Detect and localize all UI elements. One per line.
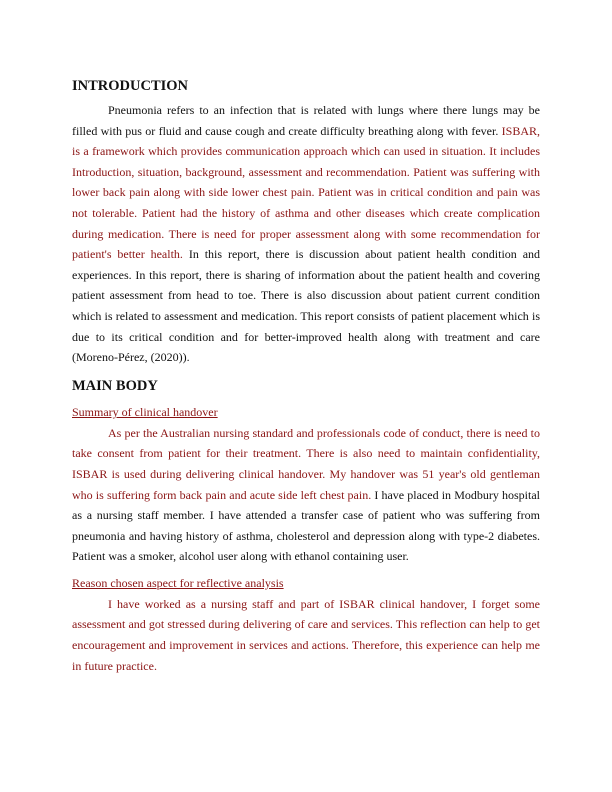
introduction-paragraph	[72, 100, 540, 368]
summary-text-red: As per the Australian nursing standard and professionals code of conduct, there is need to take consent from patient for their treatment. There is also need to maintain confidentiality, ISBAR is used during delivering clinical handover. My handover was 51 year's old gentleman who is suffering form back pain and acute side left chest pain.	[72, 425, 540, 502]
summary-subheading: Summary of clinical handover	[72, 404, 218, 419]
document-page	[72, 76, 540, 676]
intro-text-red: ISBAR, is a framework which provides communication approach which can used in situation. It includes Introduction, situation, background, assessment and recommendation. Patient was suffering with lower back pain along with side lower chest pain. Patient was in critical condition and pain was not tolerable. Patient had the history of asthma and other diseases which create complication during medication. There is need for proper assessment along with some recommendation for patient's better health.	[72, 123, 540, 262]
intro-text-black-2: In this report, there is discussion about patient health condition and experiences. In this report, there is sharing of information about the patient health and covering patient assessment from head to toe. There is also discussion about patient current condition which is related to assessment and medication. This report consists of patient placement which is due to its critical condition and for better-improved health along with treatment and care (Moreno-Pérez, (2020)).	[72, 247, 541, 365]
summary-paragraph	[72, 423, 540, 567]
introduction-heading: INTRODUCTION	[72, 78, 189, 94]
reason-subheading: Reason chosen aspect for reflective analysis	[72, 575, 284, 590]
reason-text-red: I have worked as a nursing staff and part of ISBAR clinical handover, I forget some assessment and got stressed during delivering of care and services. This reflection can help to get encouragement and improvement in services and actions. Therefore, this experience can help me in future practice.	[72, 596, 540, 673]
reason-paragraph	[72, 594, 540, 676]
summary-text-black: I have placed in Modbury hospital as a nursing staff member. I have attended a transfer case of patient who was suffering from pneumonia and having history of asthma, cholesterol and depression along with type-2 diabetes. Patient was a smoker, alcohol user along with ethanol containing user.	[72, 487, 540, 564]
intro-text-black: Pneumonia refers to an infection that is related with lungs where there lungs may be filled with pus or fluid and cause cough and create difficulty breathing along with fever.	[72, 103, 540, 138]
main-body-heading: MAIN BODY	[72, 377, 158, 394]
